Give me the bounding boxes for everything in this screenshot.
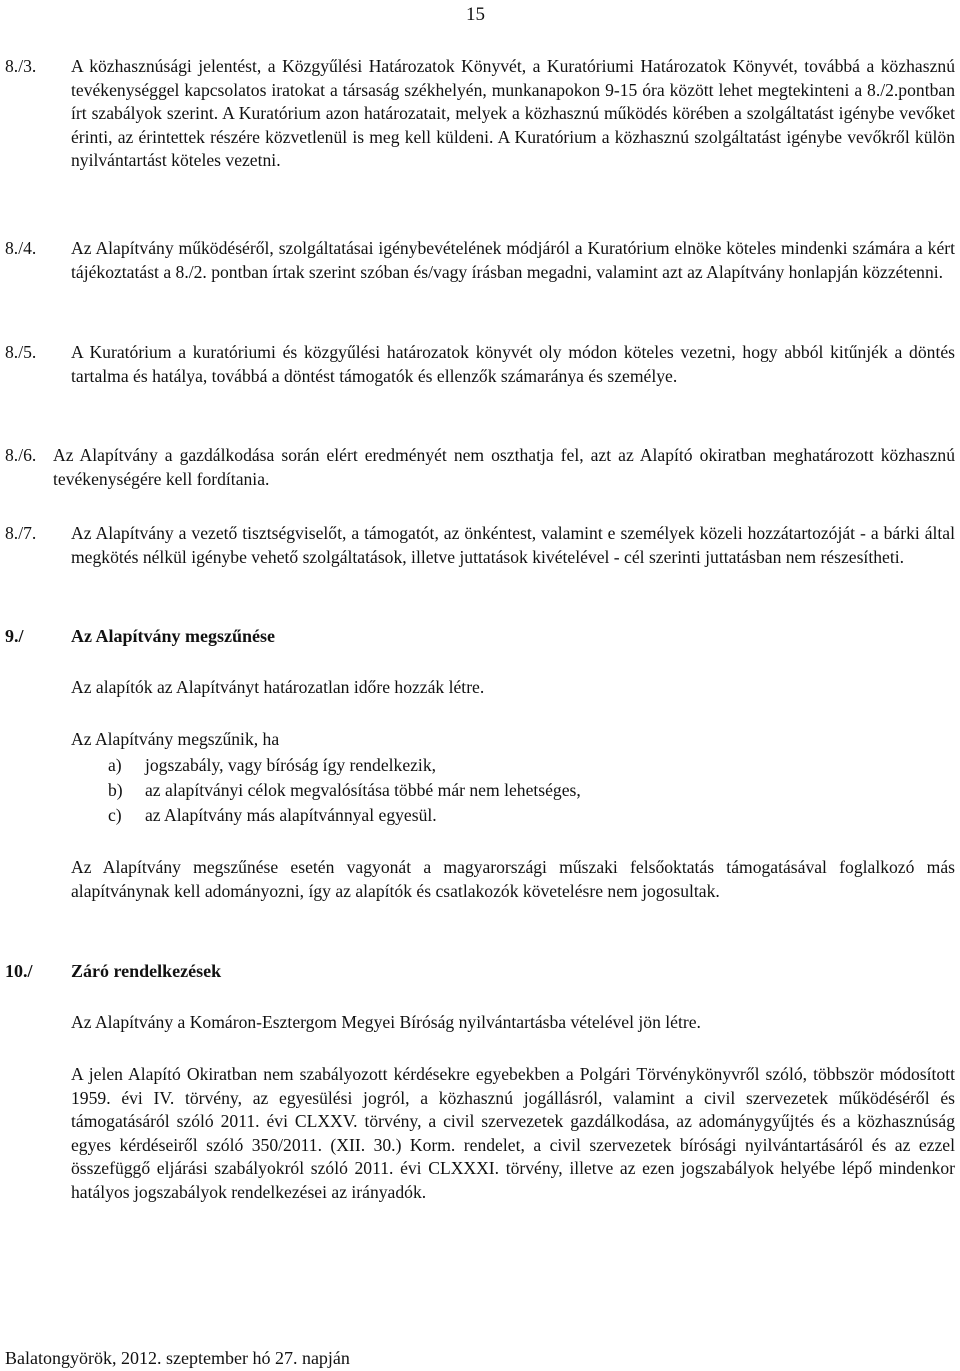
chapter-number: 10./ — [5, 961, 33, 981]
section-text: A Kuratórium a kuratóriumi és közgyűlési határozatok könyvét oly módon köteles vezetni, hogy abból kitűnjék a döntés tartalma és hatálya, továbbá a döntést támogatók és ellenzők számaránya és személye. — [71, 342, 955, 386]
list-text: jogszabály, vagy bíróság így rendelkezik, — [145, 755, 437, 775]
list-text: az Alapítvány más alapítvánnyal egyesül. — [145, 805, 437, 825]
section-text: Az Alapítvány a vezető tisztségviselőt, a támogatót, az önkéntest, valamint e személyek közeli hozzátartozóját - a bárki által megkötés nélkül igénybe vehető szolgáltatások, illetve juttatások kivételével - cél szerinti juttatásban nem részesítheti. — [71, 523, 955, 567]
chapter-9-para-2: Az Alapítvány megszűnik, ha — [71, 729, 280, 749]
chapter-10-para-1: Az Alapítvány a Komáron-Esztergom Megyei Bíróság nyilvántartásba vételével jön létre. — [71, 1012, 701, 1032]
section-text: Az Alapítvány a gazdálkodása során elért eredményét nem oszthatja fel, azt az Alapító okiratban meghatározott közhasznú tevékenységére kell fordítania. — [53, 445, 955, 489]
page-number: 15 — [466, 4, 485, 25]
chapter-10-para-2: A jelen Alapító Okiratban nem szabályozott kérdésekre egyebekben a Polgári Törvénykönyvről szóló, többször módosított 1959. évi IV. törvény, az egyesülési jogról, a közhasznú jogállásról, valamint a civil szervezetek működéséről és támogatásáról szóló 2011. évi CLXXV. törvény, a civil szervezetek gazdálkodása, az adománygyűjtés és a közhasznúság egyes kérdéseiről szóló 350/2011. (XII. 30.) Korm. rendelet, a civil szervezetek bírósági nyilvántartásáról és az ezzel összefüggő eljárási szabályokról szóló 2011. évi CLXXXI. törvény, illetve az ezen jogszabályok helyébe lépő mindenkor hatályos jogszabályok rendelkezései az irányadók. — [71, 1064, 955, 1202]
section-number: 8./4. — [5, 238, 37, 258]
footer-date: Balatongyörök, 2012. szeptember hó 27. napján — [5, 1348, 350, 1368]
section-text: Az Alapítvány működéséről, szolgáltatásai igénybevételének módjáról a Kuratórium elnöke köteles mindenki számára a kért tájékoztatást a 8./2. pontban írtak szerint szóban és/vagy írásban megadni, valamint azt az Alapítvány honlapján közzétenni. — [71, 238, 955, 282]
chapter-title: Záró rendelkezések — [71, 961, 222, 981]
chapter-title: Az Alapítvány megszűnése — [71, 626, 275, 646]
list-item — [108, 754, 436, 778]
section-number: 8./5. — [5, 342, 37, 362]
chapter-number: 9./ — [5, 626, 24, 646]
list-text: az alapítványi célok megvalósítása többé már nem lehetséges, — [145, 780, 581, 800]
section-text: A közhasznúsági jelentést, a Közgyűlési Határozatok Könyvét, a Kuratóriumi Határozatok Könyvét, továbbá a közhasznú tevékenységgel kapcsolatos iratokat a társaság székhelyén, munkanapokon 9-15 óra között lehet megtekinteni a 8./2.pontban írt szabályok szerint. A Kuratórium azon határozatait, melyek a közhasznú működés körében a szolgáltatást igénybe vevőket érinti, az érintettek részére közvetlenül is meg kell küldeni. A Kuratórium a közhasznú szolgáltatást igénybe vevőkről külön nyilvántartást köteles vezetni. — [71, 56, 955, 170]
chapter-9-para-1: Az alapítók az Alapítványt határozatlan időre hozzák létre. — [71, 677, 485, 697]
section-number: 8./6. — [5, 445, 37, 465]
list-letter: c) — [108, 805, 122, 825]
section-number: 8./7. — [5, 523, 37, 543]
list-letter: a) — [108, 755, 122, 775]
list-letter: b) — [108, 780, 123, 800]
chapter-9-para-3: Az Alapítvány megszűnése esetén vagyonát a magyarországi műszaki felsőoktatás támogatásával foglalkozó más alapítványnak kell adományozni, így az alapítók és csatlakozók követelésre nem jogosultak. — [71, 857, 955, 901]
section-number: 8./3. — [5, 56, 37, 76]
list-item — [108, 779, 581, 803]
list-item — [108, 804, 437, 828]
